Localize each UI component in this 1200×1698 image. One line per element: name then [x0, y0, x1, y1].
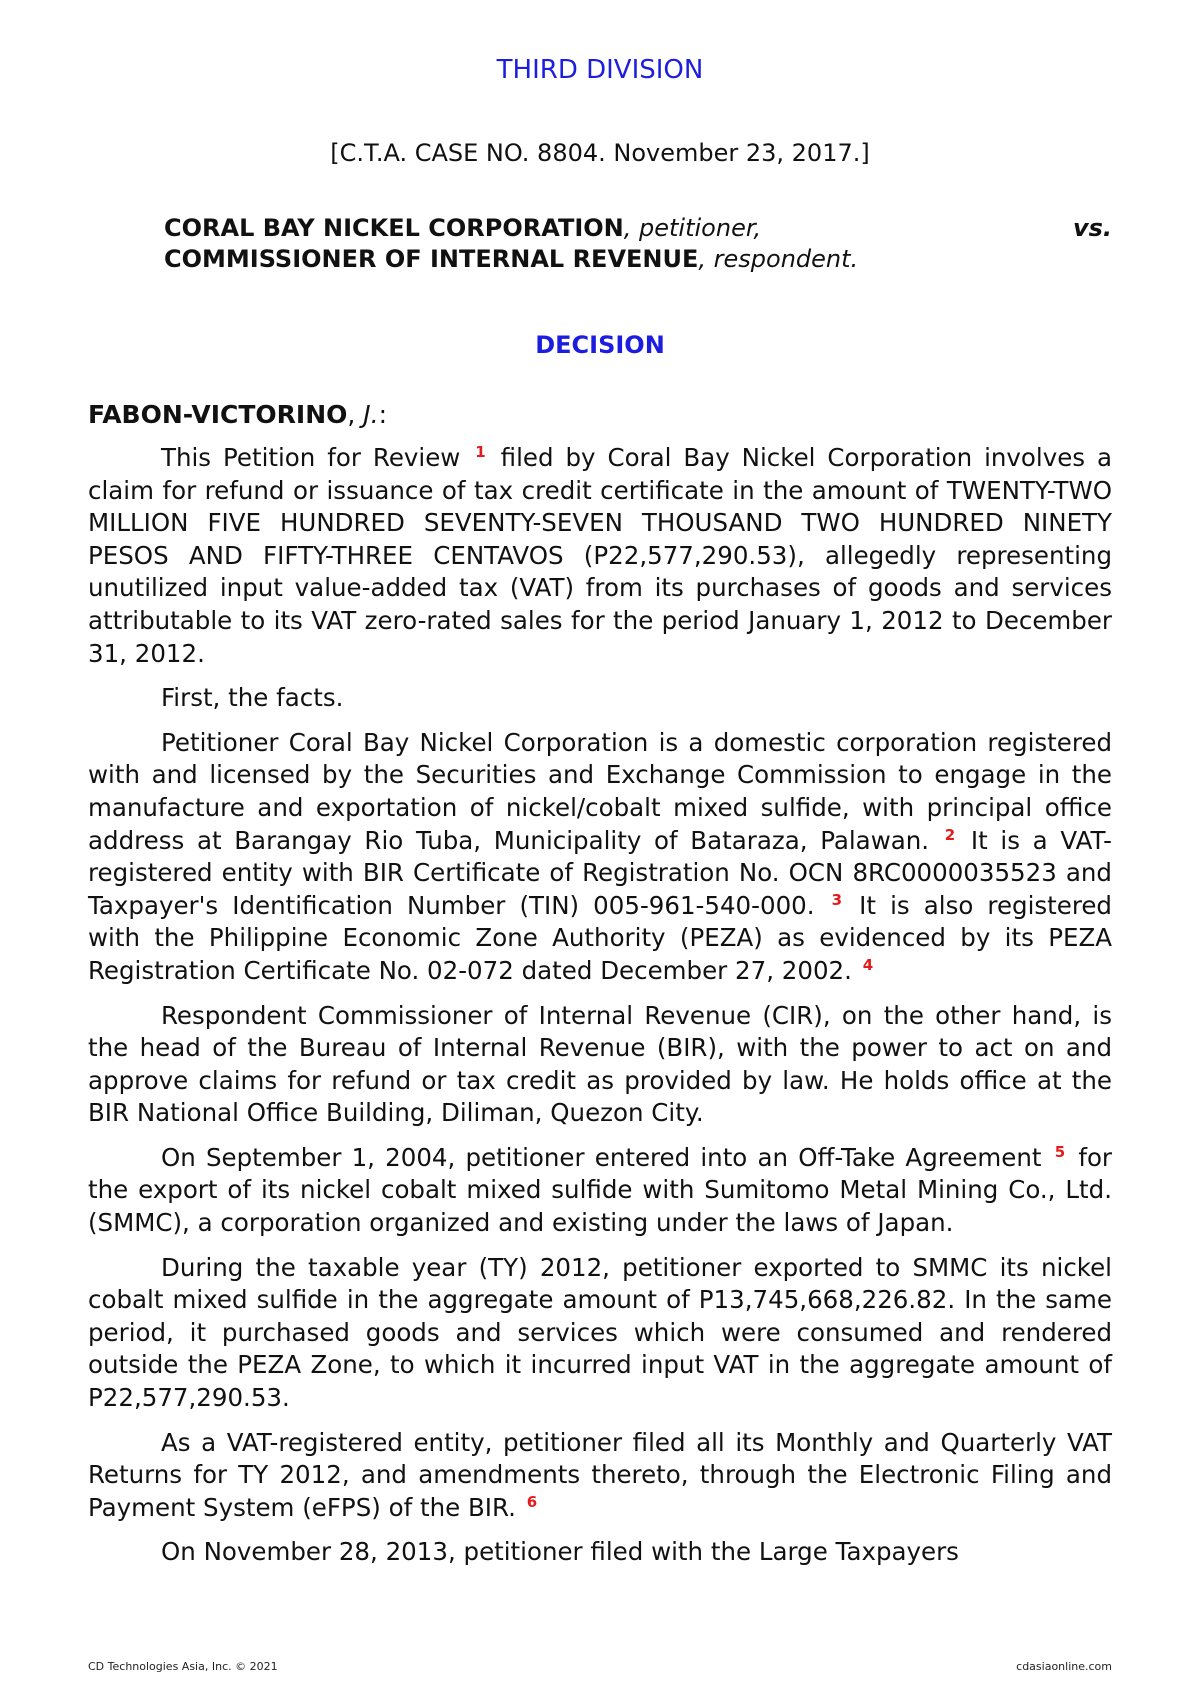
paragraph-text: On September 1, 2004, petitioner entered into an Off-Take Agreement	[161, 1142, 1042, 1172]
respondent-name: COMMISSIONER OF INTERNAL REVENUE	[164, 245, 699, 273]
footer-copyright: CD Technologies Asia, Inc. © 2021	[88, 1660, 278, 1673]
ponente-colon: :	[378, 400, 388, 429]
footnote-link-5[interactable]: 5	[1054, 1142, 1066, 1161]
paragraph-8: On November 28, 2013, petitioner filed with the Large Taxpayers	[161, 1537, 959, 1567]
case-parties	[164, 213, 1112, 275]
respondent-role: , respondent.	[698, 245, 859, 273]
petitioner-role: , petitioner,	[623, 214, 762, 242]
footnote-link-2[interactable]: 2	[944, 825, 956, 844]
ponente-title: J.	[363, 400, 379, 429]
footnote-link-1[interactable]: 1	[475, 443, 486, 461]
division-heading: THIRD DIVISION	[496, 55, 704, 85]
ponente: FABON-VICTORINO, J.:	[88, 400, 388, 429]
paragraph-4: Respondent Commissioner of Internal Revenue (CIR), on the other hand, is the head of the Bureau of Internal Revenue (BIR), with the power to act on and approve claims for refund or tax credit as provided by law. He holds office at the BIR National Office Building, Diliman, Quezon City.	[88, 1000, 1112, 1128]
petitioner-name: CORAL BAY NICKEL CORPORATION	[164, 214, 624, 242]
paragraph-text: filed by Coral Bay Nickel Corporation involves a claim for refund or issuance of tax credit certificate in the amount of TWENTY-TWO MILLION FIVE HUNDRED SEVENTY-SEVEN THOUSAND TWO HUNDRED NINETY PESOS AND FIFTY-THREE CENTAVOS (P22,577,290.53), allegedly representing unutilized input value-added tax (VAT) from its purchases of goods and services attributable to its VAT zero-rated sales for the period January 1, 2012 to December 31, 2012.	[88, 443, 1112, 668]
paragraph-text: for the export of its nickel cobalt mixed sulfide with Sumitomo Metal Mining Co., Ltd. (SMMC), a corporation organized and existing under the laws of Japan.	[88, 1142, 1112, 1238]
footnote-link-3[interactable]: 3	[831, 890, 843, 909]
paragraph-text: It is also registered with the Philippine Economic Zone Authority (PEZA) as evidenced by its PEZA Registration Certificate No. 02-072 dated December 27, 2002.	[88, 890, 1112, 985]
footnote-link-6[interactable]: 6	[526, 1492, 538, 1511]
paragraph-text: It is a VAT-registered entity with BIR Certificate of Registration No. OCN 8RC0000035523 and Taxpayer's Identification Number (TIN) 005-961-540-000.	[88, 825, 1112, 920]
paragraph-2: First, the facts.	[161, 683, 344, 713]
footer-site-link[interactable]: cdasiaonline.com	[1016, 1660, 1112, 1673]
footnote-link-4[interactable]: 4	[862, 955, 874, 974]
petitioner-block	[164, 213, 761, 244]
paragraph-3	[88, 727, 1112, 988]
paragraph-5	[88, 1142, 1112, 1240]
parties-line-2	[164, 244, 1112, 275]
ponente-name: FABON-VICTORINO	[88, 400, 348, 429]
decision-body	[88, 442, 1112, 1581]
paragraph-7	[88, 1427, 1112, 1525]
paragraph-text: This Petition for Review	[161, 443, 461, 472]
paragraph-text: Petitioner Coral Bay Nickel Corporation is a domestic corporation registered with and licensed by the Securities and Exchange Commission to engage in the manufacture and exportation of nickel/cobalt mixed sulfide, with principal office address at Barangay Rio Tuba, Municipality of Bataraza, Palawan.	[88, 727, 1112, 855]
case-number: [C.T.A. CASE NO. 8804. November 23, 2017.]	[330, 139, 870, 167]
paragraph-1	[88, 442, 1112, 670]
versus-label: vs.	[1072, 214, 1112, 242]
paragraph-6: During the taxable year (TY) 2012, petitioner exported to SMMC its nickel cobalt mixed sulfide in the aggregate amount of P13,745,668,226.82. In the same period, it purchased goods and services which were consumed and rendered outside the PEZA Zone, to which it incurred input VAT in the aggregate amount of P22,577,290.53.	[88, 1252, 1112, 1413]
decision-title: DECISION	[535, 331, 665, 359]
paragraph-text: As a VAT-registered entity, petitioner filed all its Monthly and Quarterly VAT Returns for TY 2012, and amendments thereto, through the Electronic Filing and Payment System (eFPS) of the BIR.	[88, 1427, 1112, 1522]
parties-line-1	[164, 213, 1112, 244]
